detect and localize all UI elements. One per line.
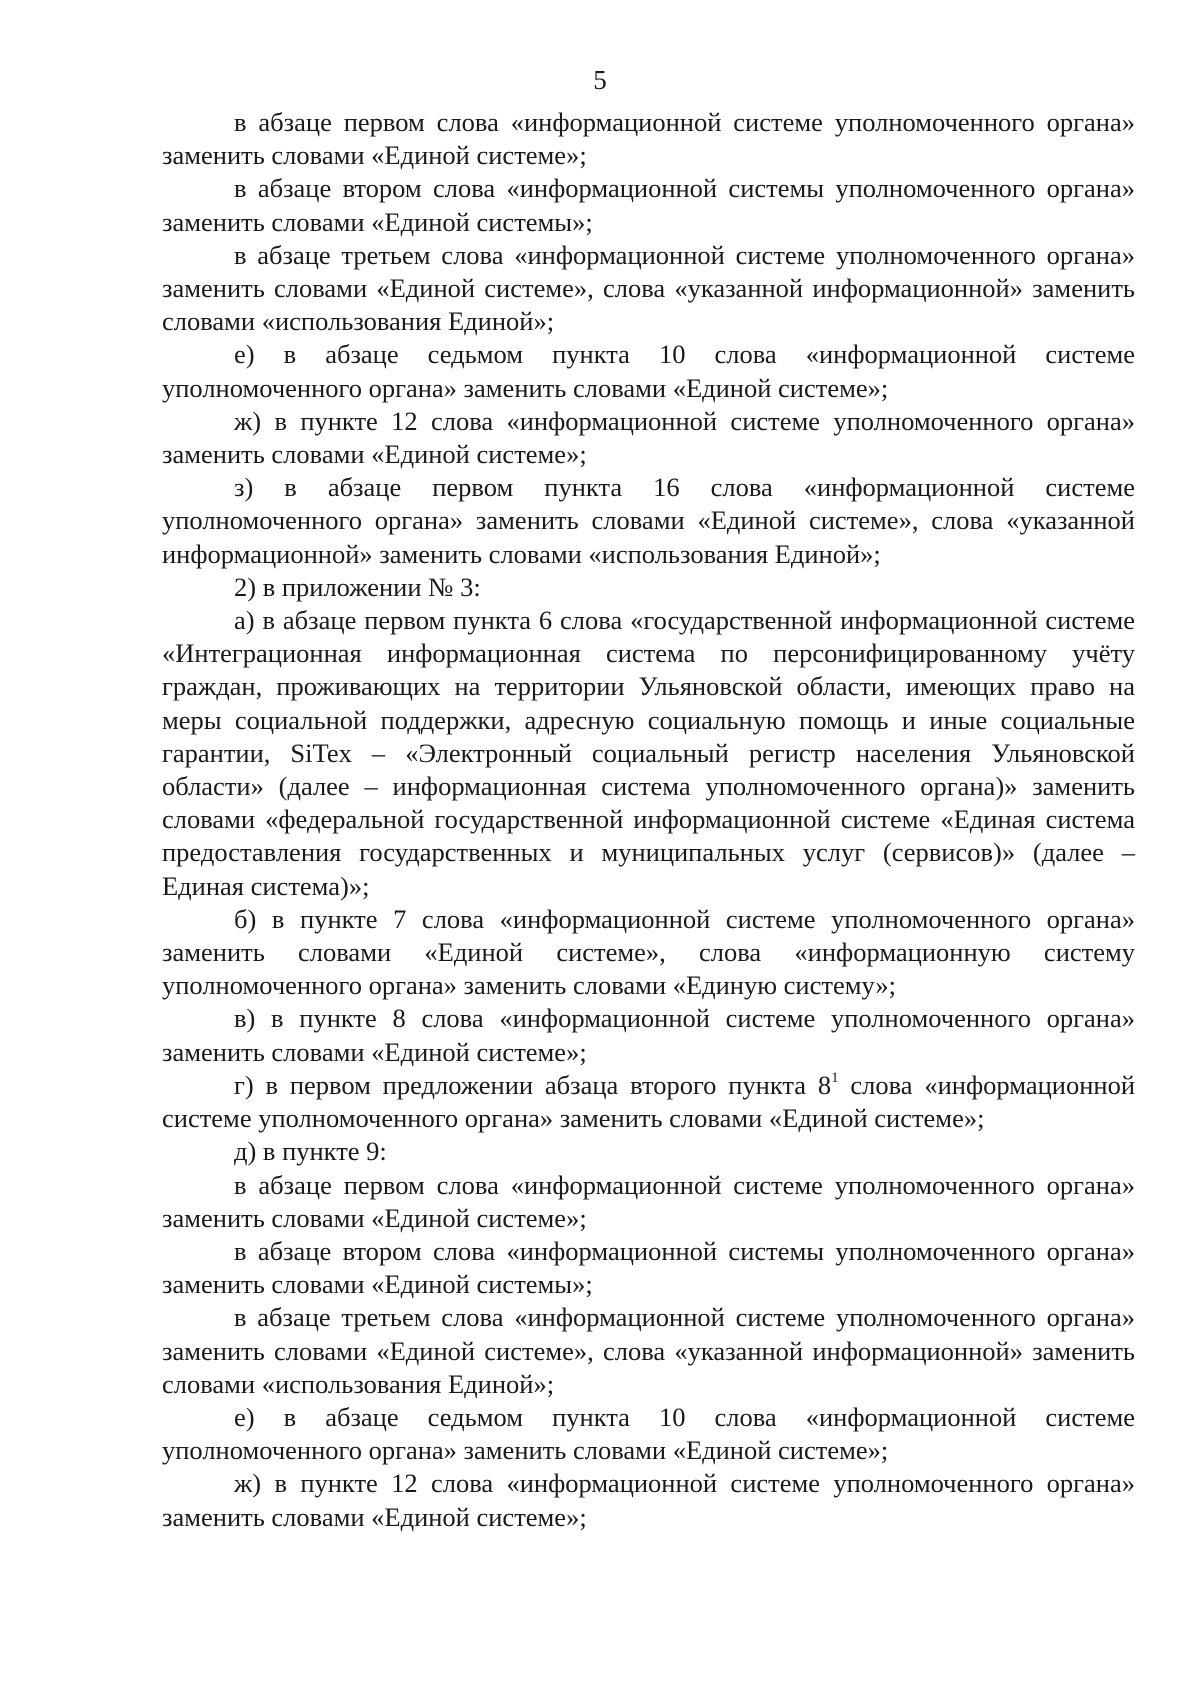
paragraph-abzac-1-repeat: в абзаце первом слова «информационной системе уполномоченного органа» заменить словами «Единой системе»;: [162, 1169, 1135, 1233]
paragraph-item-g-after: слова «информационной системе уполномоченного органа» заменить словами «Единой системе»;: [162, 1069, 1135, 1134]
paragraph-item-d: д) в пункте 9:: [234, 1136, 387, 1167]
page-number: 5: [593, 65, 607, 95]
paragraph-item-a: а) в абзаце первом пункта 6 слова «государственной информационной системе «Интеграционная информационная система по персонифицированному учёту граждан, проживающих на территории Ульяновской области, имеющих право на меры социальной поддержки, адресную социальную помощь и иные социальные гарантии, SiTex – «Электронный социальный регистр населения Ульяновской области» (далее – информационная система уполномоченного органа)» заменить словами «федеральной государственной информационной системе «Единая система предоставления государственных и муниципальных услуг (сервисов)» (далее – Единая система)»;: [162, 605, 1135, 901]
paragraph-abzac-1: в абзаце первом слова «информационной системе уполномоченного органа» заменить словами «Единой системе»;: [162, 107, 1135, 171]
paragraph-item-e-repeat: е) в абзаце седьмом пункта 10 слова «информационной системе уполномоченного органа» заменить словами «Единой системе»;: [162, 1401, 1135, 1466]
paragraph-item-2: 2) в приложении № 3:: [234, 571, 481, 602]
paragraph-item-zh: ж) в пункте 12 слова «информационной системе уполномоченного органа» заменить словами «Единой системе»;: [162, 405, 1135, 470]
paragraph-abzac-2-repeat: в абзаце втором слова «информационной системы уполномоченного органа» заменить словами «Единой системы»;: [162, 1235, 1135, 1300]
paragraph-item-g: [162, 1069, 1135, 1135]
document-body: [162, 106, 1135, 1534]
paragraph-item-e: е) в абзаце седьмом пункта 10 слова «информационной системе уполномоченного органа» заменить словами «Единой системе»;: [162, 339, 1135, 403]
paragraph-item-v: в) в пункте 8 слова «информационной системе уполномоченного органа» заменить словами «Единой системе»;: [162, 1003, 1135, 1067]
superscript-one: 1: [831, 1070, 839, 1087]
paragraph-item-g-before: г) в первом предложении абзаца второго пункта 8: [234, 1069, 832, 1100]
paragraph-abzac-3-repeat: в абзаце третьем слова «информационной системе уполномоченного органа» заменить словами «Единой системе», слова «указанной информационной» заменить словами «использования Единой»;: [162, 1302, 1135, 1399]
paragraph-abzac-2: в абзаце втором слова «информационной системы уполномоченного органа» заменить словами «Единой системы»;: [162, 173, 1135, 237]
paragraph-item-b: б) в пункте 7 слова «информационной системе уполномоченного органа» заменить словами «Единой системе», слова «информационную систему уполномоченного органа» заменить словами «Единую систему»;: [162, 903, 1135, 1001]
paragraph-abzac-3: в абзаце третьем слова «информационной системе уполномоченного органа» заменить словами «Единой системе», слова «указанной информационной» заменить словами «использования Единой»;: [162, 239, 1135, 337]
paragraph-item-zh-repeat: ж) в пункте 12 слова «информационной системе уполномоченного органа» заменить словами «Единой системе»;: [162, 1468, 1135, 1532]
paragraph-item-z: з) в абзаце первом пункта 16 слова «информационной системе уполномоченного органа» заменить словами «Единой системе», слова «указанной информационной» заменить словами «использования Единой»;: [162, 472, 1135, 569]
